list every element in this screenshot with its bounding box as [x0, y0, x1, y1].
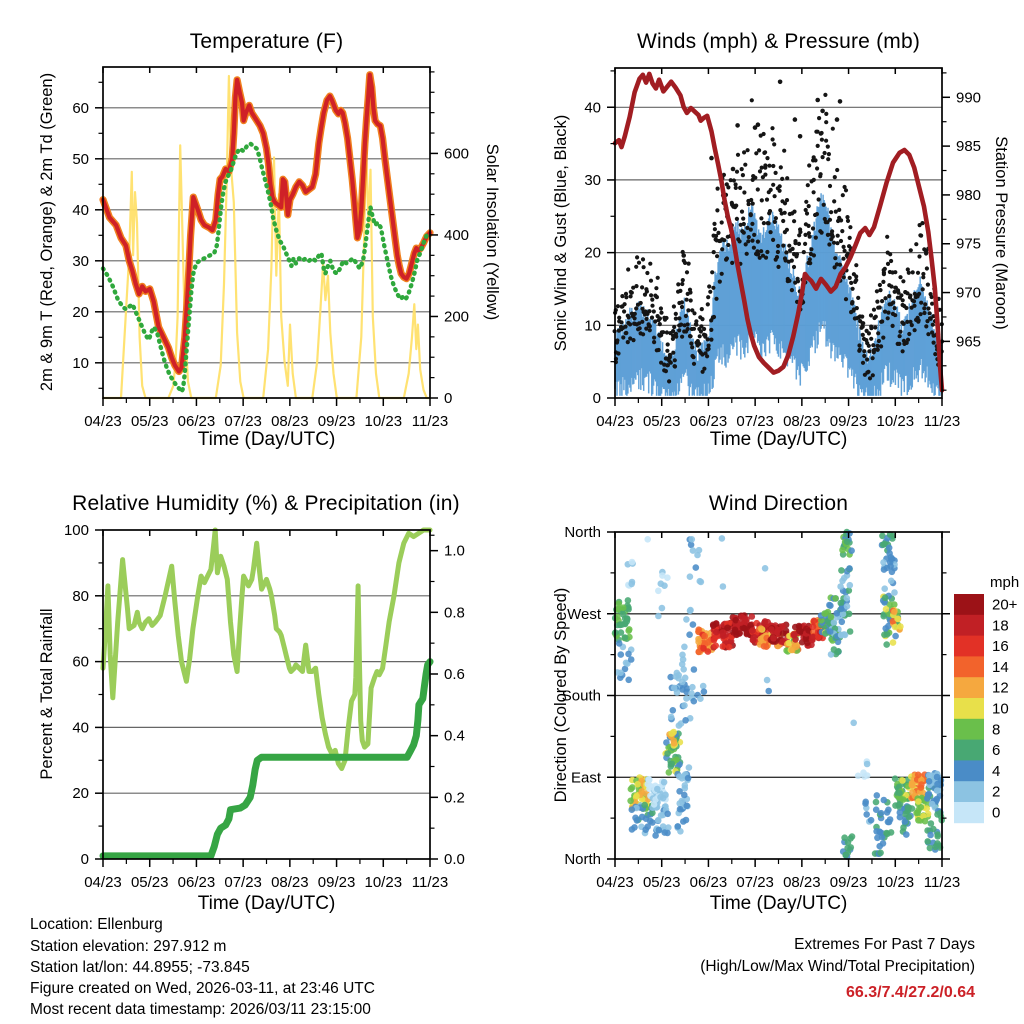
svg-text:30: 30 [72, 252, 89, 270]
svg-text:20: 20 [72, 785, 89, 803]
svg-text:12: 12 [992, 679, 1009, 697]
extremes-subtitle: (High/Low/Max Wind/Total Precipitation) [700, 958, 975, 975]
svg-text:30: 30 [584, 171, 601, 189]
pressure-yaxis-label: Station Pressure (Maroon) [992, 136, 1010, 330]
svg-text:20: 20 [72, 303, 89, 321]
svg-text:08/23: 08/23 [783, 413, 821, 430]
svg-text:0: 0 [444, 390, 453, 407]
svg-text:2: 2 [992, 783, 1001, 801]
svg-text:990: 990 [956, 89, 982, 107]
svg-text:20: 20 [584, 244, 601, 262]
svg-text:60: 60 [72, 653, 89, 671]
svg-text:06/23: 06/23 [177, 413, 216, 430]
svg-text:05/23: 05/23 [130, 413, 169, 430]
direction-yaxis-label: Direction (Colored By Speed) [552, 587, 570, 803]
svg-text:05/23: 05/23 [130, 874, 169, 891]
colorbar-units-label: mph [990, 574, 1020, 591]
svg-text:06/23: 06/23 [177, 874, 216, 891]
svg-text:05/23: 05/23 [642, 413, 681, 430]
svg-text:14: 14 [992, 658, 1009, 676]
svg-text:8: 8 [992, 721, 1001, 739]
svg-text:04/23: 04/23 [84, 874, 122, 891]
svg-text:08/23: 08/23 [783, 874, 821, 891]
svg-text:07/23: 07/23 [736, 874, 774, 891]
figure-created-line: Figure created on Wed, 2026-03-11, at 23:46 UTC [30, 980, 375, 997]
svg-text:West: West [567, 605, 601, 623]
svg-text:0: 0 [592, 390, 601, 407]
humidity-precip-chart-title: Relative Humidity (%) & Precipitation (in) [72, 492, 460, 515]
svg-text:10/23: 10/23 [876, 874, 915, 891]
svg-text:20+: 20+ [992, 596, 1018, 614]
svg-text:06/23: 06/23 [689, 874, 728, 891]
wind-direction-chart-title: Wind Direction [708, 492, 849, 515]
svg-text:11/23: 11/23 [411, 874, 449, 891]
winds-pressure-chart-title: Winds (mph) & Pressure (mb) [636, 30, 921, 53]
svg-text:40: 40 [72, 201, 89, 219]
station-elevation-line: Station elevation: 297.912 m [30, 938, 227, 955]
temperature-chart-title: Temperature (F) [189, 30, 344, 53]
svg-text:16: 16 [992, 638, 1009, 656]
wind-direction-xaxis-label: Time (Day/UTC) [709, 893, 848, 914]
svg-text:0.2: 0.2 [444, 789, 465, 807]
svg-text:4: 4 [992, 762, 1001, 780]
svg-text:600: 600 [444, 145, 470, 163]
svg-text:09/23: 09/23 [829, 874, 868, 891]
svg-text:07/23: 07/23 [736, 413, 774, 430]
extremes-values: 66.3/7.4/27.2/0.64 [846, 984, 975, 1001]
svg-text:04/23: 04/23 [596, 874, 634, 891]
svg-text:60: 60 [72, 99, 89, 117]
svg-text:6: 6 [992, 742, 1001, 760]
humidity-xaxis-label: Time (Day/UTC) [197, 893, 336, 914]
data-timestamp-line: Most recent data timestamp: 2026/03/11 23:15:00 [30, 1001, 371, 1018]
svg-text:0: 0 [992, 804, 1001, 822]
svg-text:200: 200 [444, 308, 470, 326]
svg-text:50: 50 [72, 150, 89, 168]
svg-text:10/23: 10/23 [364, 874, 403, 891]
svg-text:09/23: 09/23 [317, 874, 356, 891]
svg-text:965: 965 [956, 333, 982, 351]
svg-text:980: 980 [956, 186, 982, 204]
svg-text:11/23: 11/23 [923, 874, 961, 891]
svg-text:985: 985 [956, 138, 982, 156]
svg-text:09/23: 09/23 [829, 413, 868, 430]
svg-text:0.6: 0.6 [444, 665, 465, 683]
svg-text:11/23: 11/23 [411, 413, 449, 430]
percent-rainfall-yaxis-label: Percent & Total Rainfall [38, 608, 56, 780]
temperature-xaxis-label: Time (Day/UTC) [197, 429, 336, 450]
svg-text:0: 0 [80, 851, 89, 868]
svg-text:04/23: 04/23 [596, 413, 634, 430]
svg-text:18: 18 [992, 617, 1009, 635]
svg-text:400: 400 [444, 226, 470, 244]
svg-text:06/23: 06/23 [689, 413, 728, 430]
station-latlon-line: Station lat/lon: 44.8955; -73.845 [30, 959, 250, 976]
svg-text:970: 970 [956, 284, 982, 302]
svg-text:04/23: 04/23 [84, 413, 122, 430]
svg-text:10: 10 [584, 317, 601, 335]
winds-xaxis-label: Time (Day/UTC) [709, 429, 848, 450]
svg-text:09/23: 09/23 [317, 413, 356, 430]
svg-text:08/23: 08/23 [271, 874, 309, 891]
svg-text:11/23: 11/23 [923, 413, 961, 430]
svg-text:40: 40 [72, 719, 89, 737]
svg-text:0.8: 0.8 [444, 604, 465, 622]
solar-yaxis-label: Solar Insolation (Yellow) [483, 143, 501, 321]
svg-text:08/23: 08/23 [271, 413, 309, 430]
svg-text:North: North [564, 851, 601, 868]
svg-text:05/23: 05/23 [642, 874, 681, 891]
wind-gust-yaxis-label: Sonic Wind & Gust (Blue, Black) [552, 114, 570, 352]
svg-text:07/23: 07/23 [224, 874, 262, 891]
svg-text:975: 975 [956, 235, 982, 253]
svg-text:40: 40 [584, 99, 601, 117]
svg-text:10/23: 10/23 [876, 413, 915, 430]
svg-text:100: 100 [63, 522, 89, 539]
svg-text:0.0: 0.0 [444, 851, 465, 868]
svg-text:South: South [561, 687, 601, 705]
svg-text:0.4: 0.4 [444, 727, 465, 745]
svg-text:07/23: 07/23 [224, 413, 262, 430]
temperature-yaxis-label: 2m & 9m T (Red, Orange) & 2m Td (Green) [38, 72, 56, 392]
svg-text:East: East [570, 769, 601, 787]
svg-text:North: North [564, 524, 601, 541]
station-location-line: Location: Ellenburg [30, 916, 163, 933]
svg-text:10: 10 [992, 700, 1009, 718]
extremes-title: Extremes For Past 7 Days [794, 936, 975, 953]
svg-text:10/23: 10/23 [364, 413, 403, 430]
svg-text:80: 80 [72, 587, 89, 605]
svg-text:10: 10 [72, 354, 89, 372]
svg-text:1.0: 1.0 [444, 542, 465, 560]
